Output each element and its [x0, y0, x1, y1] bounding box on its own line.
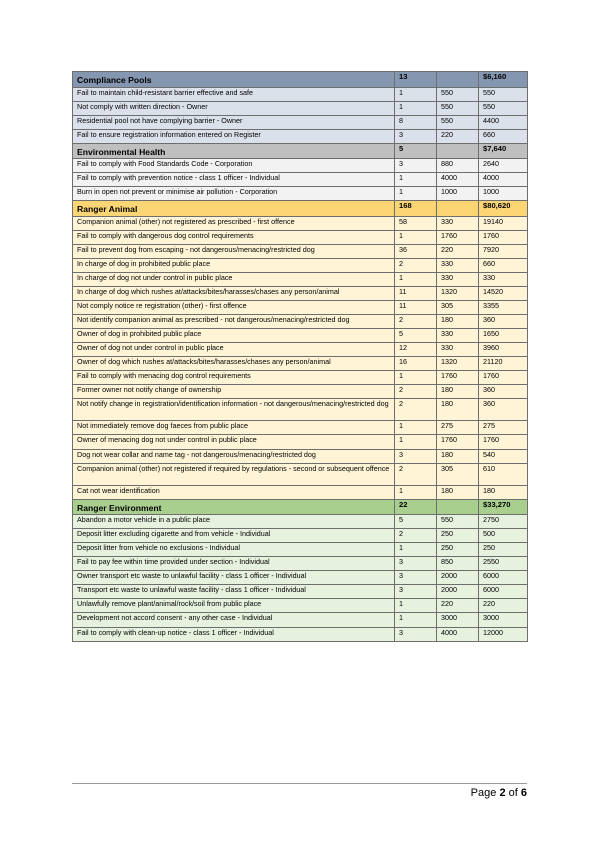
- total-amount: 550: [479, 101, 528, 115]
- total-pages: 6: [520, 787, 527, 799]
- table-row: [73, 173, 528, 187]
- offence-count: 5: [395, 329, 437, 343]
- total-amount: 12000: [479, 627, 528, 641]
- table-row: [73, 543, 528, 557]
- offence-count: 3: [395, 571, 437, 585]
- penalty-amount: 220: [437, 129, 479, 143]
- page-number: [400, 787, 527, 799]
- penalty-amount: 550: [437, 87, 479, 101]
- offence-count: 3: [395, 159, 437, 173]
- total-amount: 6000: [479, 585, 528, 599]
- offence-description: Residential pool not have complying barrier - Owner: [73, 115, 395, 129]
- table-row: [73, 187, 528, 201]
- table-row: [73, 357, 528, 371]
- offence-count: 2: [395, 529, 437, 543]
- offence-description: Companion animal (other) not registered if required by regulations - second or subsequent offence: [73, 463, 395, 485]
- penalty-amount: 180: [437, 449, 479, 463]
- offence-count: 58: [395, 216, 437, 230]
- offence-description: Fail to comply with prevention notice - class 1 officer - Individual: [73, 173, 395, 187]
- offence-count: 1: [395, 435, 437, 449]
- table-row: [73, 371, 528, 385]
- offence-count: 1: [395, 230, 437, 244]
- offence-count: 5: [395, 515, 437, 529]
- table-row: [73, 449, 528, 463]
- penalty-amount: 275: [437, 421, 479, 435]
- table-row: [73, 129, 528, 143]
- offence-description: Burn in open not prevent or minimise air pollution - Corporation: [73, 187, 395, 201]
- of-word: of: [508, 787, 518, 799]
- penalty-amount: 180: [437, 399, 479, 421]
- total-amount: 1760: [479, 435, 528, 449]
- offence-description: Abandon a motor vehicle in a public place: [73, 515, 395, 529]
- table-row: [73, 216, 528, 230]
- section-title: Compliance Pools: [73, 72, 395, 88]
- section-count: 5: [395, 143, 437, 159]
- offence-count: 1: [395, 173, 437, 187]
- offence-count: 1: [395, 421, 437, 435]
- table-row: [73, 627, 528, 641]
- section-blank: [437, 72, 479, 88]
- penalty-amount: 180: [437, 315, 479, 329]
- offence-description: Dog not wear collar and name tag - not dangerous/menacing/restricted dog: [73, 449, 395, 463]
- total-amount: 660: [479, 258, 528, 272]
- table-row: [73, 244, 528, 258]
- section-total: $33,270: [479, 499, 528, 515]
- offence-description: Not comply with written direction - Owner: [73, 101, 395, 115]
- table-row: [73, 87, 528, 101]
- table-row: [73, 115, 528, 129]
- penalty-amount: 250: [437, 529, 479, 543]
- penalty-amount: 180: [437, 385, 479, 399]
- penalty-amount: 330: [437, 273, 479, 287]
- section-blank: [437, 143, 479, 159]
- penalty-amount: 180: [437, 485, 479, 499]
- table-row: [73, 399, 528, 421]
- table-row: [73, 385, 528, 399]
- table-row: [73, 421, 528, 435]
- table-row: [73, 287, 528, 301]
- total-amount: 2550: [479, 557, 528, 571]
- total-amount: 500: [479, 529, 528, 543]
- total-amount: 21120: [479, 357, 528, 371]
- total-amount: 3960: [479, 343, 528, 357]
- total-amount: 7920: [479, 244, 528, 258]
- total-amount: 360: [479, 385, 528, 399]
- section-header-row: [73, 72, 528, 88]
- total-amount: 2640: [479, 159, 528, 173]
- table-row: [73, 529, 528, 543]
- offence-description: Fail to comply with menacing dog control requirements: [73, 371, 395, 385]
- total-amount: 1760: [479, 371, 528, 385]
- offence-count: 3: [395, 585, 437, 599]
- penalty-amount: 1320: [437, 357, 479, 371]
- offence-description: Development not accord consent - any other case - Individual: [73, 613, 395, 627]
- offence-count: 3: [395, 627, 437, 641]
- penalty-amount: 220: [437, 599, 479, 613]
- table-row: [73, 343, 528, 357]
- offence-description: Owner of dog which rushes at/attacks/bites/harasses/chases any person/animal: [73, 357, 395, 371]
- total-amount: 180: [479, 485, 528, 499]
- offence-count: 11: [395, 287, 437, 301]
- offence-description: Fail to comply with Food Standards Code - Corporation: [73, 159, 395, 173]
- offence-description: Not identify companion animal as prescribed - not dangerous/menacing/restricted dog: [73, 315, 395, 329]
- total-amount: 220: [479, 599, 528, 613]
- offence-description: Not comply notice re registration (other) - first offence: [73, 301, 395, 315]
- offence-description: Deposit litter from vehicle no exclusions - Individual: [73, 543, 395, 557]
- offence-description: Owner transport etc waste to unlawful facility - class 1 officer - Individual: [73, 571, 395, 585]
- penalty-amount: 880: [437, 159, 479, 173]
- penalty-amount: 305: [437, 301, 479, 315]
- table-row: [73, 585, 528, 599]
- total-amount: 19140: [479, 216, 528, 230]
- page-word: Page: [470, 787, 497, 799]
- offence-count: 8: [395, 115, 437, 129]
- total-amount: 610: [479, 463, 528, 485]
- penalty-amount: 2000: [437, 585, 479, 599]
- total-amount: 3000: [479, 613, 528, 627]
- offence-description: Companion animal (other) not registered as prescribed - first offence: [73, 216, 395, 230]
- total-amount: 540: [479, 449, 528, 463]
- offence-count: 1: [395, 613, 437, 627]
- total-amount: 660: [479, 129, 528, 143]
- table-row: [73, 101, 528, 115]
- offence-description: Not notify change in registration/identification information - not dangerous/menacing/restricted dog: [73, 399, 395, 421]
- penalty-amount: 330: [437, 343, 479, 357]
- total-amount: 360: [479, 399, 528, 421]
- offence-description: In charge of dog in prohibited public place: [73, 258, 395, 272]
- total-amount: 2750: [479, 515, 528, 529]
- section-title: Ranger Environment: [73, 499, 395, 515]
- offence-count: 12: [395, 343, 437, 357]
- penalty-amount: 550: [437, 101, 479, 115]
- penalty-amount: 550: [437, 115, 479, 129]
- offence-count: 1: [395, 371, 437, 385]
- table-row: [73, 159, 528, 173]
- offence-count: 16: [395, 357, 437, 371]
- total-amount: 330: [479, 273, 528, 287]
- offence-count: 2: [395, 385, 437, 399]
- fines-table: [72, 71, 528, 642]
- total-amount: 360: [479, 315, 528, 329]
- offence-count: 2: [395, 258, 437, 272]
- penalty-amount: 1320: [437, 287, 479, 301]
- offence-description: Cat not wear identification: [73, 485, 395, 499]
- penalty-amount: 330: [437, 216, 479, 230]
- table-row: [73, 463, 528, 485]
- total-amount: 1760: [479, 230, 528, 244]
- table-row: [73, 599, 528, 613]
- offence-count: 3: [395, 129, 437, 143]
- offence-description: Fail to prevent dog from escaping - not dangerous/menacing/restricted dog: [73, 244, 395, 258]
- offence-description: Fail to ensure registration information entered on Register: [73, 129, 395, 143]
- section-title: Ranger Animal: [73, 201, 395, 217]
- offence-count: 1: [395, 543, 437, 557]
- offence-count: 11: [395, 301, 437, 315]
- offence-count: 2: [395, 315, 437, 329]
- offence-description: Deposit litter excluding cigarette and from vehicle - Individual: [73, 529, 395, 543]
- offence-count: 1: [395, 87, 437, 101]
- section-header-row: [73, 143, 528, 159]
- current-page: 2: [499, 787, 506, 799]
- offence-description: In charge of dog which rushes at/attacks/bites/harasses/chases any person/animal: [73, 287, 395, 301]
- total-amount: 4000: [479, 173, 528, 187]
- table-row: [73, 557, 528, 571]
- total-amount: 4400: [479, 115, 528, 129]
- offence-count: 1: [395, 485, 437, 499]
- penalty-amount: 330: [437, 258, 479, 272]
- table-row: [73, 230, 528, 244]
- section-total: $7,640: [479, 143, 528, 159]
- section-header-row: [73, 201, 528, 217]
- total-amount: 250: [479, 543, 528, 557]
- section-count: 13: [395, 72, 437, 88]
- section-blank: [437, 201, 479, 217]
- penalty-amount: 3000: [437, 613, 479, 627]
- total-amount: 3355: [479, 301, 528, 315]
- penalty-amount: 250: [437, 543, 479, 557]
- table-row: [73, 571, 528, 585]
- table-row: [73, 329, 528, 343]
- section-title: Environmental Health: [73, 143, 395, 159]
- total-amount: 1000: [479, 187, 528, 201]
- table-row: [73, 258, 528, 272]
- offence-count: 2: [395, 463, 437, 485]
- offence-count: 1: [395, 101, 437, 115]
- penalty-amount: 1760: [437, 230, 479, 244]
- penalty-amount: 220: [437, 244, 479, 258]
- penalty-amount: 1760: [437, 435, 479, 449]
- table-row: [73, 301, 528, 315]
- table-row: [73, 435, 528, 449]
- section-count: 22: [395, 499, 437, 515]
- penalty-amount: 2000: [437, 571, 479, 585]
- offence-count: 2: [395, 399, 437, 421]
- offence-description: Owner of dog not under control in public place: [73, 343, 395, 357]
- section-total: $6,160: [479, 72, 528, 88]
- offence-description: Former owner not notify change of ownership: [73, 385, 395, 399]
- offence-description: In charge of dog not under control in public place: [73, 273, 395, 287]
- table-row: [73, 315, 528, 329]
- offence-description: Fail to pay fee within time provided under section - Individual: [73, 557, 395, 571]
- offence-description: Unlawfully remove plant/animal/rock/soil from public place: [73, 599, 395, 613]
- section-count: 168: [395, 201, 437, 217]
- total-amount: 275: [479, 421, 528, 435]
- penalty-amount: 4000: [437, 627, 479, 641]
- table-row: [73, 485, 528, 499]
- offence-count: 36: [395, 244, 437, 258]
- offence-count: 1: [395, 599, 437, 613]
- offence-description: Owner of dog in prohibited public place: [73, 329, 395, 343]
- offence-description: Fail to comply with clean-up notice - class 1 officer - Individual: [73, 627, 395, 641]
- table-row: [73, 515, 528, 529]
- section-header-row: [73, 499, 528, 515]
- offence-count: 1: [395, 187, 437, 201]
- offence-description: Not immediately remove dog faeces from public place: [73, 421, 395, 435]
- offence-description: Transport etc waste to unlawful waste facility - class 1 officer - Individual: [73, 585, 395, 599]
- offence-description: Fail to comply with dangerous dog control requirements: [73, 230, 395, 244]
- offence-description: Owner of menacing dog not under control in public place: [73, 435, 395, 449]
- table-row: [73, 273, 528, 287]
- total-amount: 550: [479, 87, 528, 101]
- penalty-amount: 330: [437, 329, 479, 343]
- penalty-amount: 1000: [437, 187, 479, 201]
- penalty-amount: 850: [437, 557, 479, 571]
- penalty-amount: 550: [437, 515, 479, 529]
- section-total: $80,620: [479, 201, 528, 217]
- total-amount: 14520: [479, 287, 528, 301]
- offence-count: 3: [395, 449, 437, 463]
- total-amount: 6000: [479, 571, 528, 585]
- section-blank: [437, 499, 479, 515]
- offence-count: 1: [395, 273, 437, 287]
- total-amount: 1650: [479, 329, 528, 343]
- penalty-amount: 1760: [437, 371, 479, 385]
- table-row: [73, 613, 528, 627]
- offence-description: Fail to maintain child-resistant barrier effective and safe: [73, 87, 395, 101]
- footer-divider: [72, 783, 527, 784]
- penalty-amount: 4000: [437, 173, 479, 187]
- offence-count: 3: [395, 557, 437, 571]
- penalty-amount: 305: [437, 463, 479, 485]
